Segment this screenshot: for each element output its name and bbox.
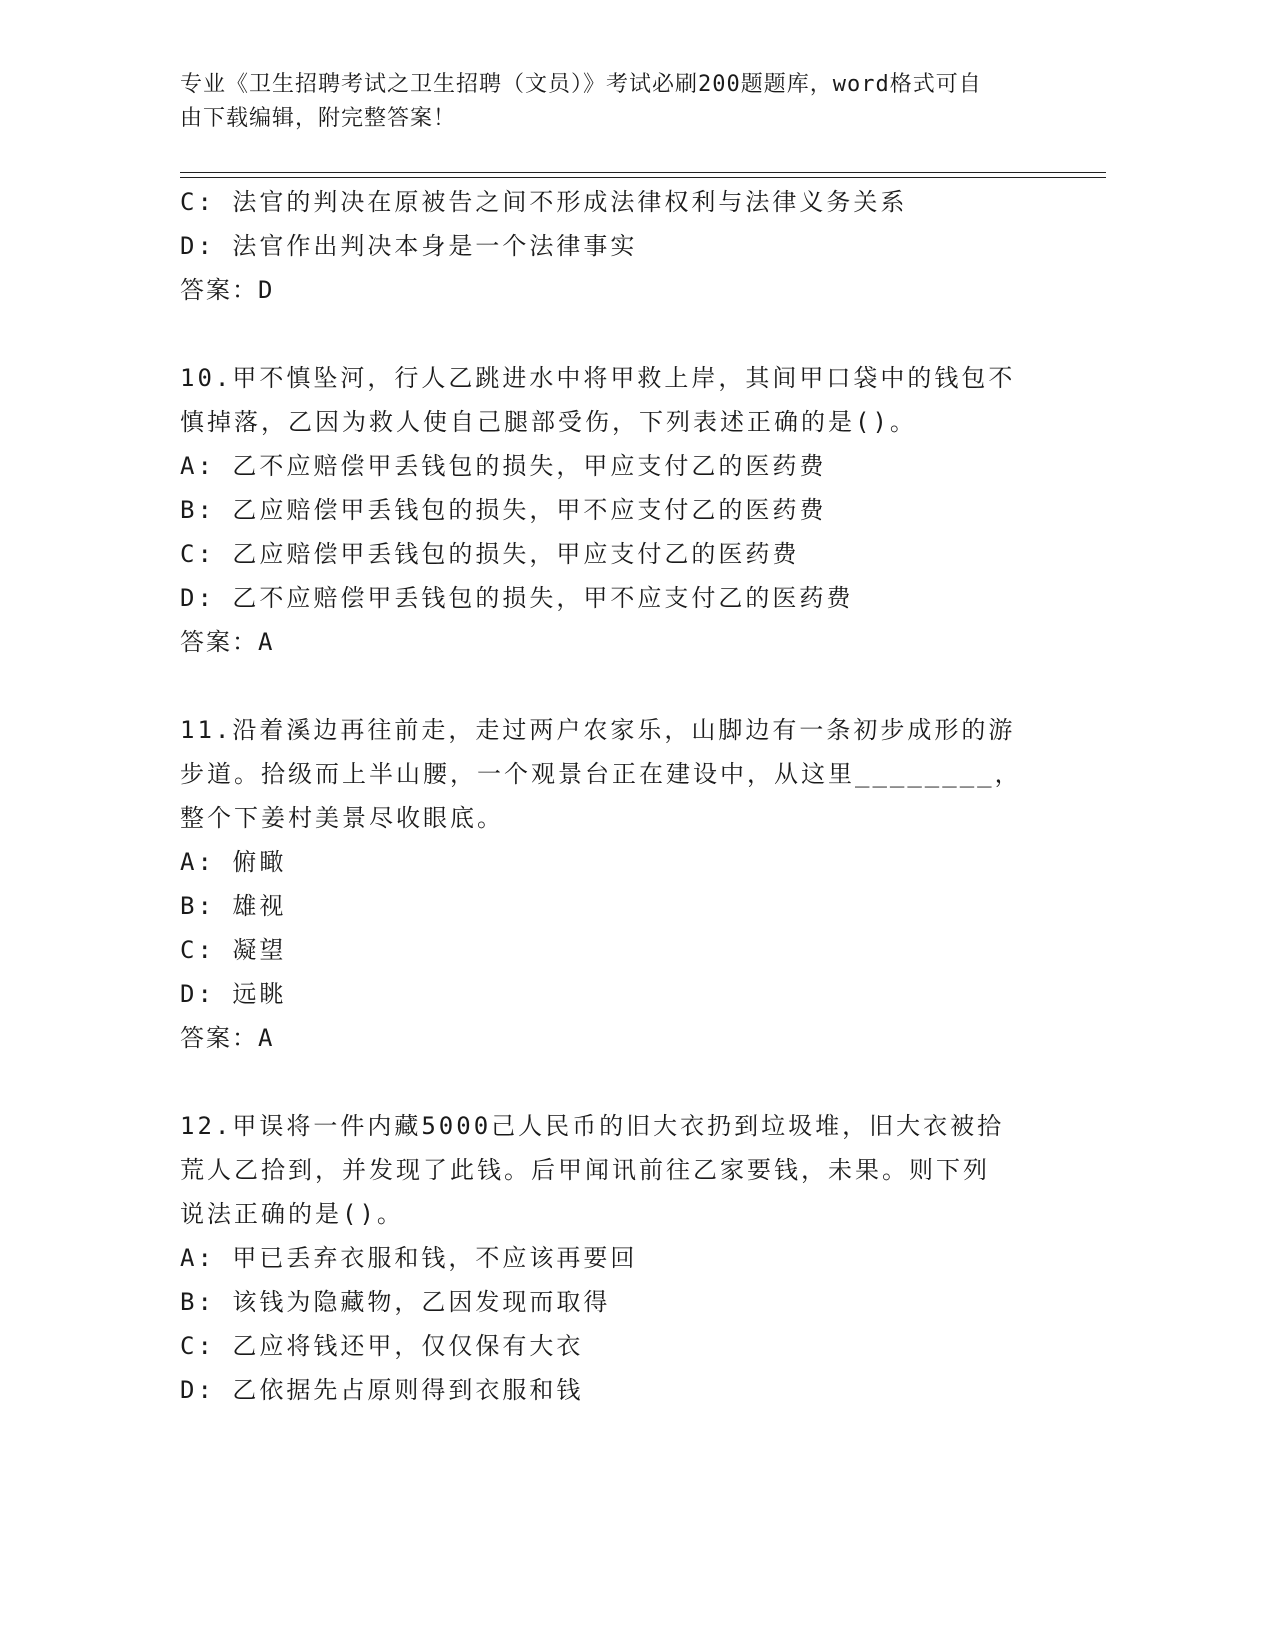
option-c: C: 乙应将钱还甲，仅仅保有大衣 <box>180 1332 584 1360</box>
option-b: B: 乙应赔偿甲丢钱包的损失，甲不应支付乙的医药费 <box>180 496 827 524</box>
option-c: C: 法官的判决在原被告之间不形成法律权利与法律义务关系 <box>180 188 908 216</box>
page-header <box>180 68 1060 136</box>
spacer <box>180 1060 1080 1104</box>
option-c: C: 乙应赔偿甲丢钱包的损失，甲应支付乙的医药费 <box>180 540 800 568</box>
question-text-line: 步道。拾级而上半山腰，一个观景台正在建设中，从这里________， <box>180 760 1022 788</box>
question-text-line: 12.甲误将一件内藏5000己人民币的旧大衣扔到垃圾堆，旧大衣被拾 <box>180 1112 1005 1140</box>
spacer <box>180 312 1080 356</box>
question-text-line: 11.沿着溪边再往前走，走过两户农家乐，山脚边有一条初步成形的游 <box>180 716 1016 744</box>
question-text-line: 10.甲不慎坠河，行人乙跳进水中将甲救上岸，其间甲口袋中的钱包不 <box>180 364 1016 392</box>
question-11 <box>180 708 1080 1060</box>
question-text-line: 说法正确的是()。 <box>180 1200 404 1228</box>
option-b: B: 该钱为隐藏物，乙因发现而取得 <box>180 1288 611 1316</box>
answer: 答案：D <box>180 276 275 304</box>
option-a: A: 甲已丢弃衣服和钱，不应该再要回 <box>180 1244 638 1272</box>
question-9-continuation <box>180 180 1080 312</box>
option-c: C: 凝望 <box>180 936 287 964</box>
question-10 <box>180 356 1080 664</box>
spacer <box>180 664 1080 708</box>
option-b: B: 雄视 <box>180 892 287 920</box>
document-body <box>180 180 1080 1412</box>
option-d: D: 乙依据先占原则得到衣服和钱 <box>180 1376 584 1404</box>
question-text-line: 荒人乙拾到，并发现了此钱。后甲闻讯前往乙家要钱，未果。则下列 <box>180 1156 990 1184</box>
answer: 答案：A <box>180 1024 275 1052</box>
option-d: D: 法官作出判决本身是一个法律事实 <box>180 232 638 260</box>
question-12 <box>180 1104 1080 1412</box>
header-line-1: 专业《卫生招聘考试之卫生招聘（文员）》考试必刷200题题库，word格式可自 <box>180 72 982 97</box>
option-a: A: 俯瞰 <box>180 848 287 876</box>
question-text-line: 慎掉落，乙因为救人使自己腿部受伤，下列表述正确的是()。 <box>180 408 917 436</box>
option-d: D: 远眺 <box>180 980 287 1008</box>
header-divider <box>180 172 1106 178</box>
answer: 答案：A <box>180 628 275 656</box>
option-d: D: 乙不应赔偿甲丢钱包的损失，甲不应支付乙的医药费 <box>180 584 854 612</box>
header-line-2: 由下载编辑，附完整答案！ <box>180 106 457 131</box>
question-text-line: 整个下姜村美景尽收眼底。 <box>180 804 504 832</box>
option-a: A: 乙不应赔偿甲丢钱包的损失，甲应支付乙的医药费 <box>180 452 827 480</box>
